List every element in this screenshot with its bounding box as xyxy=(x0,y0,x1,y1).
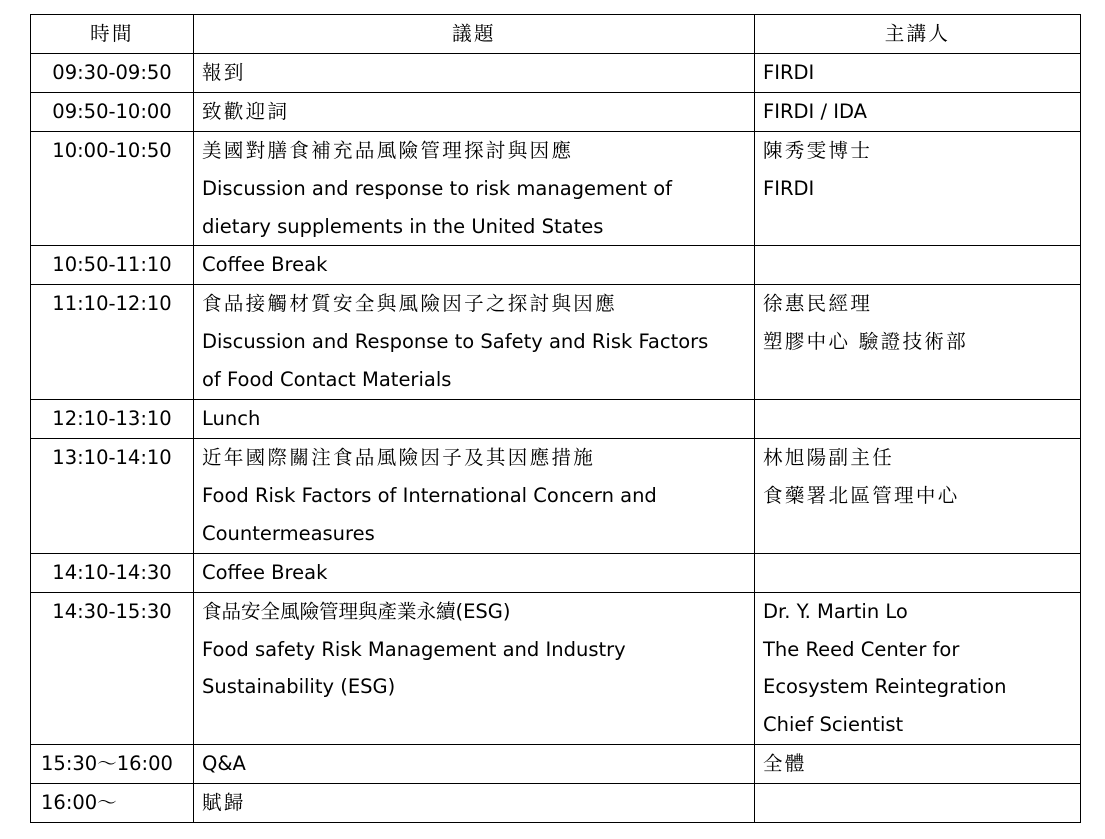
speaker-line: Ecosystem Reintegration xyxy=(763,675,1007,699)
topic-line: 食品接觸材質安全與風險因子之探討與因應 xyxy=(202,292,617,316)
speaker-cell xyxy=(755,553,1081,592)
agenda-body xyxy=(31,15,1081,823)
topic-cell xyxy=(194,592,755,745)
speaker-line: FIRDI xyxy=(763,176,815,200)
agenda-row xyxy=(31,592,1081,745)
time-cell: 13:10-14:10 xyxy=(31,438,194,553)
speaker-line: 食藥署北區管理中心 xyxy=(763,483,960,507)
topic-cell xyxy=(194,246,755,285)
topic-line: Q&A xyxy=(202,752,246,776)
speaker-line: Dr. Y. Martin Lo xyxy=(763,599,908,623)
speaker-cell xyxy=(755,131,1081,246)
agenda-table xyxy=(30,14,1081,823)
header-topic: 議題 xyxy=(194,15,755,54)
speaker-cell xyxy=(755,53,1081,92)
topic-line: Food safety Risk Management and Industry xyxy=(202,637,626,661)
topic-line: 食品安全風險管理與產業永續(ESG) xyxy=(202,599,511,623)
speaker-cell xyxy=(755,400,1081,439)
agenda-row xyxy=(31,745,1081,784)
speaker-cell xyxy=(755,438,1081,553)
speaker-line xyxy=(763,554,1072,592)
topic-line: Discussion and response to risk management of xyxy=(202,176,673,200)
header-time: 時間 xyxy=(31,15,194,54)
time-cell: 09:50-10:00 xyxy=(31,92,194,131)
speaker-line: 塑膠中心 驗證技術部 xyxy=(763,330,969,354)
speaker-line: 陳秀雯博士 xyxy=(763,138,873,162)
speaker-cell xyxy=(755,745,1081,784)
topic-cell xyxy=(194,92,755,131)
topic-line: Coffee Break xyxy=(202,560,328,584)
topic-cell xyxy=(194,131,755,246)
header-row xyxy=(31,15,1081,54)
topic-line: 賦歸 xyxy=(202,791,246,815)
topic-line: 美國對膳食補充品風險管理探討與因應 xyxy=(202,138,574,162)
topic-cell xyxy=(194,285,755,400)
topic-line: 近年國際關注食品風險因子及其因應措施 xyxy=(202,445,596,469)
speaker-line: FIRDI xyxy=(763,60,815,84)
topic-line: of Food Contact Materials xyxy=(202,368,452,392)
topic-line: Lunch xyxy=(202,407,261,431)
agenda-row xyxy=(31,131,1081,246)
speaker-line: 林旭陽副主任 xyxy=(763,445,895,469)
speaker-line: 全體 xyxy=(763,752,807,776)
time-cell: 11:10-12:10 xyxy=(31,285,194,400)
speaker-line: FIRDI / IDA xyxy=(763,99,868,123)
agenda-row xyxy=(31,246,1081,285)
topic-line: Food Risk Factors of International Concern and xyxy=(202,483,657,507)
agenda-row xyxy=(31,53,1081,92)
agenda-row xyxy=(31,400,1081,439)
speaker-cell xyxy=(755,592,1081,745)
agenda-row xyxy=(31,438,1081,553)
time-cell: 10:00-10:50 xyxy=(31,131,194,246)
time-cell: 15:30～16:00 xyxy=(31,745,194,784)
topic-line: Coffee Break xyxy=(202,253,328,277)
speaker-line: Chief Scientist xyxy=(763,713,904,737)
speaker-cell xyxy=(755,92,1081,131)
topic-cell xyxy=(194,438,755,553)
time-cell: 12:10-13:10 xyxy=(31,400,194,439)
speaker-line xyxy=(763,784,1072,822)
agenda-row xyxy=(31,553,1081,592)
topic-line: 致歡迎詞 xyxy=(202,99,290,123)
topic-cell xyxy=(194,553,755,592)
topic-cell xyxy=(194,400,755,439)
speaker-cell xyxy=(755,784,1081,823)
topic-cell xyxy=(194,784,755,823)
time-cell: 10:50-11:10 xyxy=(31,246,194,285)
time-cell: 09:30-09:50 xyxy=(31,53,194,92)
time-cell: 16:00～ xyxy=(31,784,194,823)
speaker-line xyxy=(763,246,1072,284)
topic-cell xyxy=(194,745,755,784)
time-cell: 14:30-15:30 xyxy=(31,592,194,745)
agenda-row xyxy=(31,92,1081,131)
speaker-line xyxy=(763,400,1072,438)
topic-cell xyxy=(194,53,755,92)
speaker-line: The Reed Center for xyxy=(763,637,960,661)
agenda-row xyxy=(31,285,1081,400)
agenda-row xyxy=(31,784,1081,823)
topic-line: Sustainability (ESG) xyxy=(202,675,396,699)
speaker-line: 徐惠民經理 xyxy=(763,292,873,316)
speaker-cell xyxy=(755,285,1081,400)
topic-line: 報到 xyxy=(202,60,246,84)
header-speaker: 主講人 xyxy=(755,15,1081,54)
speaker-cell xyxy=(755,246,1081,285)
topic-line: dietary supplements in the United States xyxy=(202,214,604,238)
topic-line: Discussion and Response to Safety and Risk Factors xyxy=(202,330,709,354)
topic-line: Countermeasures xyxy=(202,521,375,545)
time-cell: 14:10-14:30 xyxy=(31,553,194,592)
